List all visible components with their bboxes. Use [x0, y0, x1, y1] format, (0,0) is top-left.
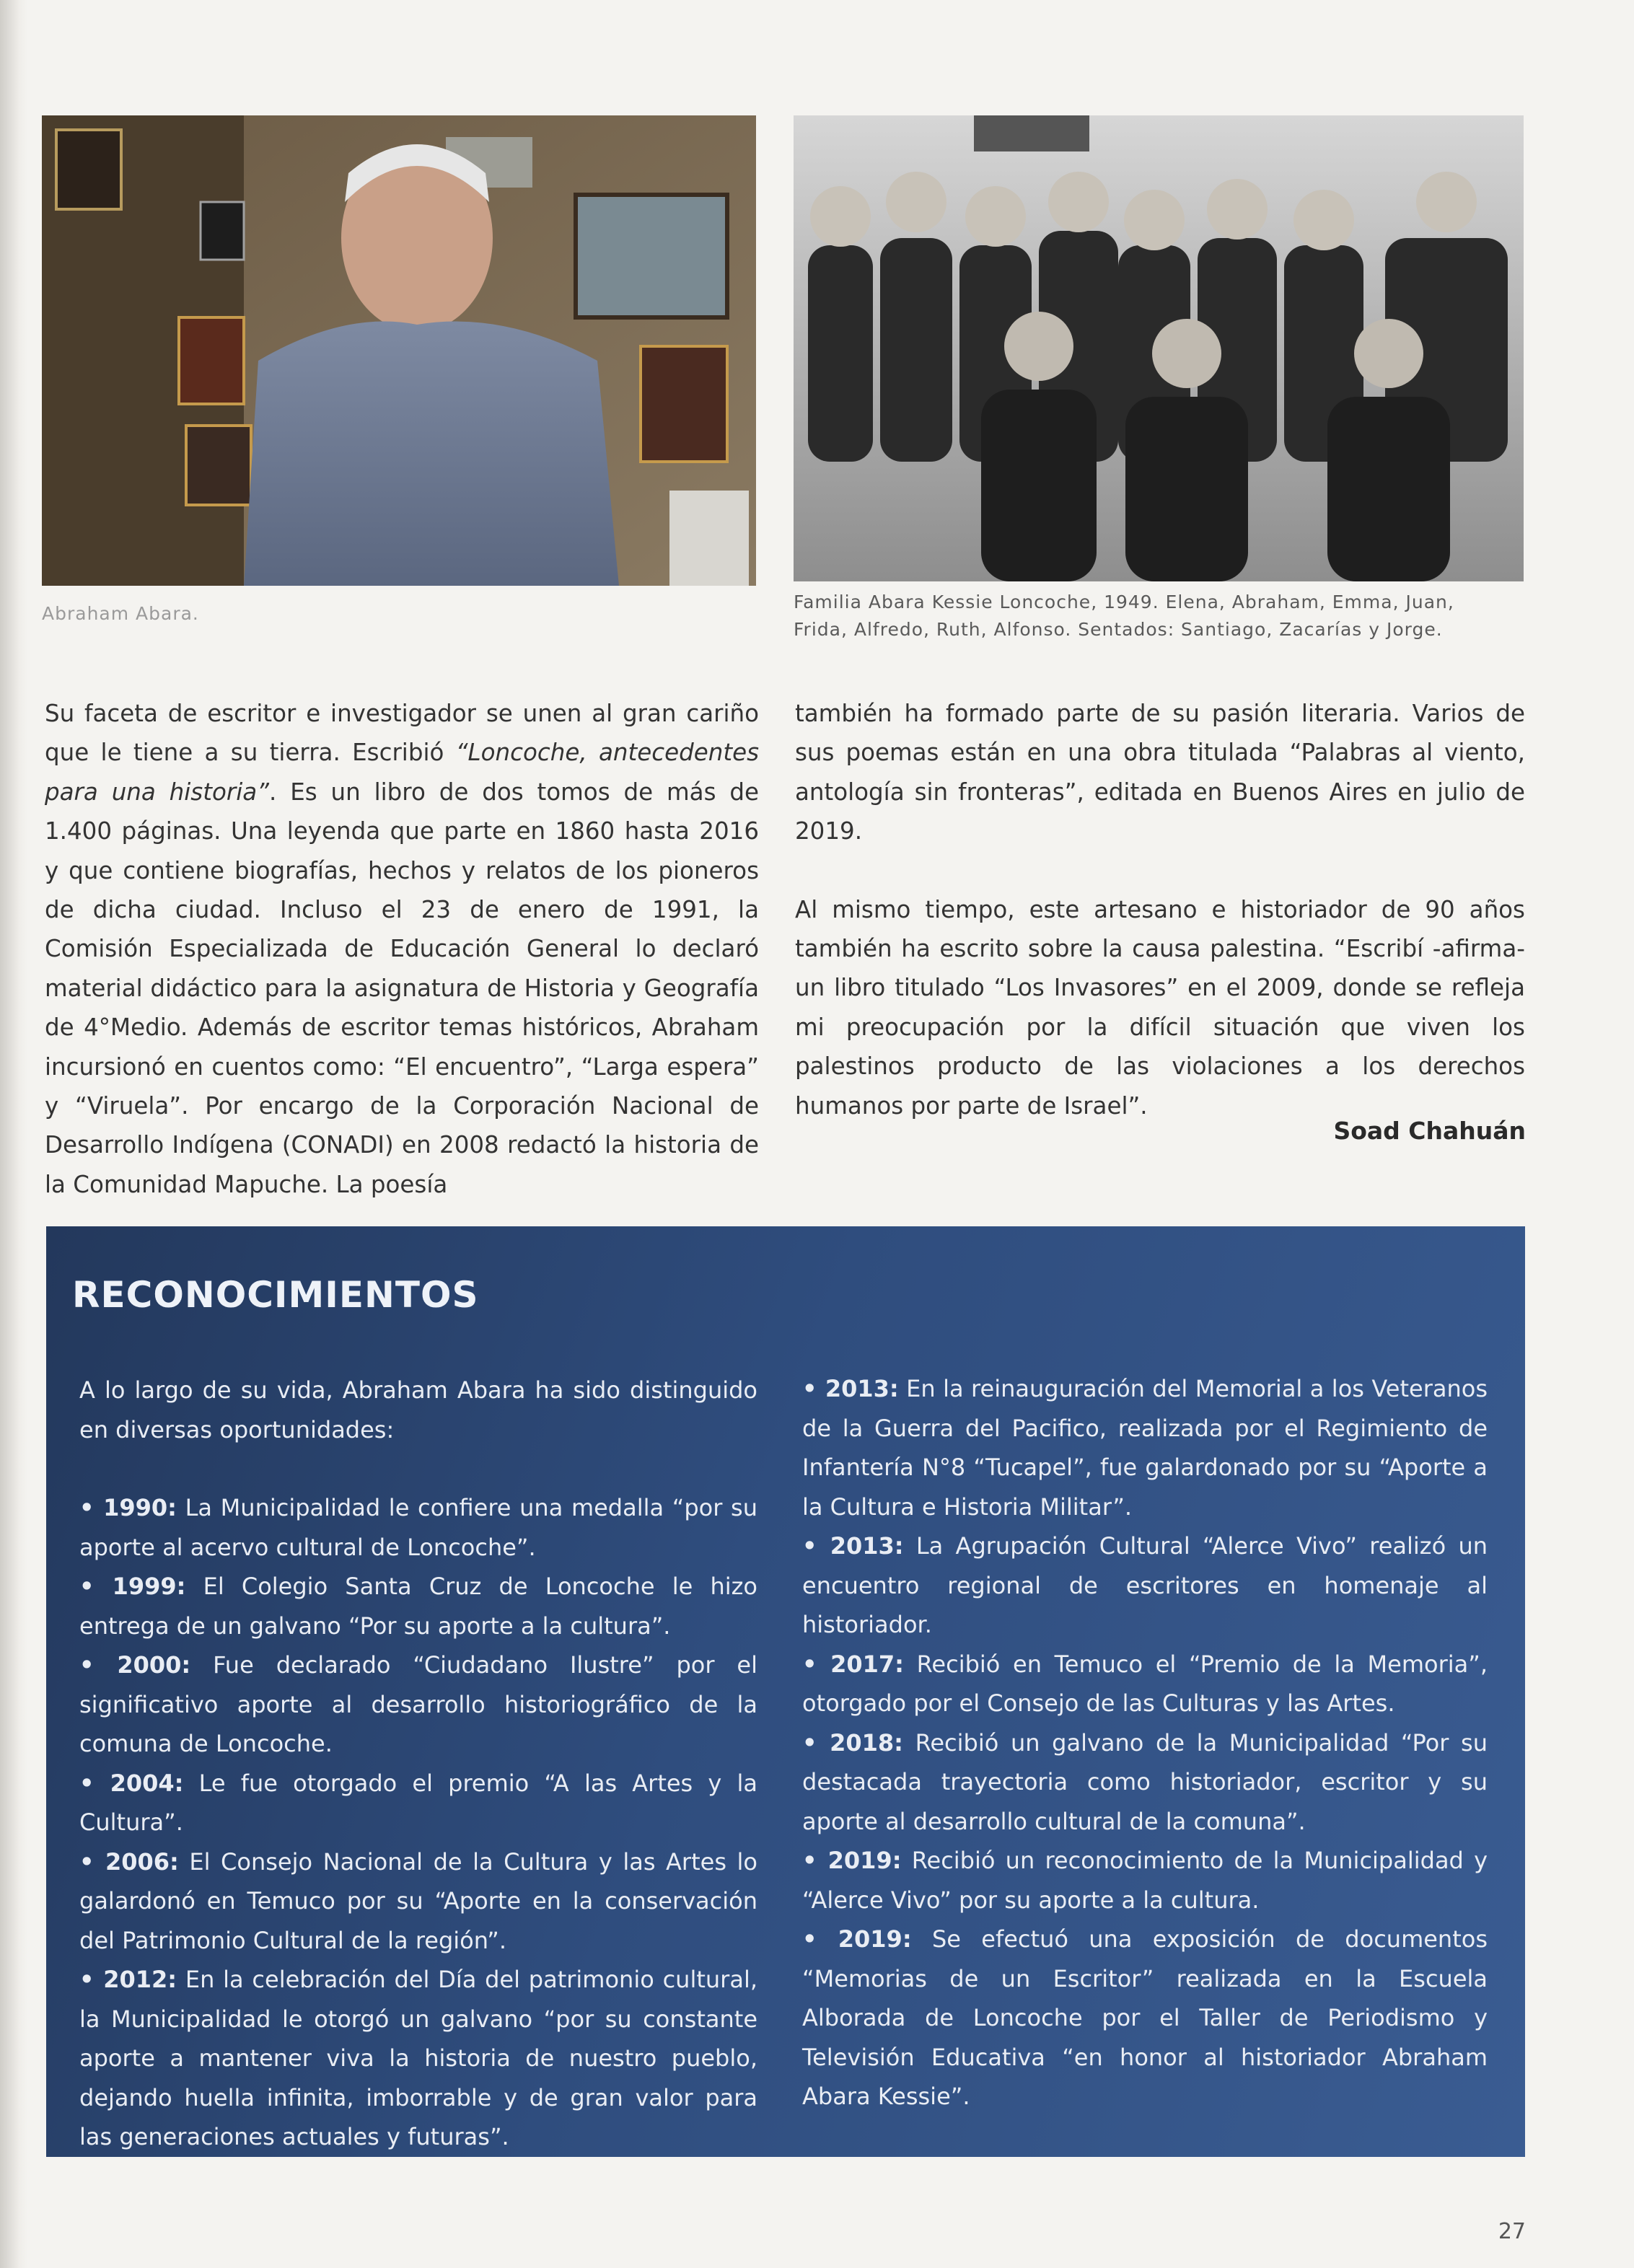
award-text: Le fue otorgado el premio “A las Artes y la Cultura”.: [79, 1769, 758, 1836]
reconocimientos-column-right: [802, 1369, 1488, 2117]
award-year: • 1999:: [79, 1573, 186, 1600]
page-number: 27: [1498, 2219, 1526, 2244]
award-item: [802, 1841, 1488, 1920]
award-text: Fue declarado “Ciudadano Ilustre” por el significativo aporte al desarrollo historiográfico de la comuna de Loncoche.: [79, 1651, 758, 1757]
article-author: Soad Chahuán: [1333, 1117, 1526, 1145]
family-photo: [794, 115, 1524, 581]
award-item: [802, 1369, 1488, 1526]
award-text: El Consejo Nacional de la Cultura y las Artes lo galardonó en Temuco por su “Aporte en la conservación del Patrimonio Cultural de la región”.: [79, 1847, 758, 1954]
family-photo-caption: Familia Abara Kessie Loncoche, 1949. Elena, Abraham, Emma, Juan, Frida, Alfredo, Ruth, Alfonso. Sentados: Santiago, Zacarías y Jorge.: [794, 592, 1454, 640]
portrait-caption: Abraham Abara.: [42, 603, 199, 624]
award-item: [79, 1488, 757, 1567]
award-item: [802, 1723, 1488, 1842]
portrait-photo: [42, 115, 756, 586]
reconocimientos-title: RECONOCIMIENTOS: [72, 1274, 479, 1316]
award-item: [802, 1645, 1488, 1723]
award-year: • 2019:: [802, 1925, 912, 1953]
award-item: [79, 1567, 757, 1645]
award-text: El Colegio Santa Cruz de Loncoche le hizo entrega de un galvano “Por su aporte a la cultura”.: [79, 1573, 757, 1640]
award-year: • 2013:: [802, 1532, 904, 1560]
reconocimientos-column-left: [79, 1371, 757, 2157]
article-column-right: [795, 694, 1525, 1125]
page-binding-edge: [0, 0, 27, 2268]
award-year: • 2012:: [79, 1966, 177, 1993]
award-year: • 1990:: [79, 1494, 177, 1521]
award-item: [802, 1920, 1488, 2117]
award-text: Recibió un galvano de la Municipalidad “Por su destacada trayectoria como historiador, escritor y su aporte al desarrollo cultural de la comuna”.: [802, 1728, 1488, 1835]
award-year: • 2013:: [802, 1375, 899, 1402]
award-text: Se efectuó una exposición de documentos “Memorias de un Escritor” realizada en la Escuela Alborada de Loncoche por el Taller de Periodismo y Televisión Educativa “en honor al historiador Abraham Abara Kessie”.: [802, 1925, 1488, 2110]
award-text: En la celebración del Día del patrimonio cultural, la Municipalidad le otorgó un galvano “por su constante aporte a mantener viva la historia de nuestro pueblo, dejando huella infinita, imborrable y de gran valor para las generaciones actuales y futuras”.: [79, 1966, 758, 2150]
award-text: Recibió un reconocimiento de la Municipalidad y “Alerce Vivo” por su aporte a la cultura.: [802, 1847, 1488, 1914]
article-paragraph-3: Al mismo tiempo, este artesano e historiador de 90 años también ha escrito sobre la causa palestina. “Escribí -afirma- un libro titulado “Los Invasores” en el 2009, donde se refleja mi preocupación por la difícil situación que viven los palestinos producto de las violaciones a los derechos humanos por parte de Israel”.: [795, 895, 1525, 1120]
award-item: [79, 1842, 757, 1961]
award-year: • 2000:: [79, 1651, 191, 1679]
book-title: “Loncoche, antecedentes para una historia”: [45, 739, 759, 806]
award-item: [79, 1960, 757, 2157]
award-year: • 2019:: [802, 1847, 902, 1874]
article-text: . Es un libro de dos tomos de más de 1.400 páginas. Una leyenda que parte en 1860 hasta 2016 y que contiene biografías, hechos y relatos de los pioneros de dicha ciudad. Incluso el 23 de enero de 1991, la Comisión Especializada de Educación General lo declaró material didáctico para la asignatura de Historia y Geografía de 4°Medio. Además de escritor temas históricos, Abraham incursionó en cuentos como: “El encuentro”, “Larga espera” y “Viruela”. Por encargo de la Corporación Nacional de Desarrollo Indígena (CONADI) en 2008 redactó la historia de la Comunidad Mapuche. La poesía: [45, 778, 759, 1198]
award-text: La Municipalidad le confiere una medalla “por su aporte al acervo cultural de Loncoche”.: [79, 1494, 758, 1561]
award-year: • 2004:: [79, 1769, 184, 1797]
award-year: • 2018:: [802, 1728, 903, 1757]
award-text: La Agrupación Cultural “Alerce Vivo” realizó un encuentro regional de escritores en homenaje al historiador.: [802, 1532, 1488, 1638]
award-item: [802, 1526, 1488, 1645]
article-paragraph-2: también ha formado parte de su pasión literaria. Varios de sus poemas están en una obra titulada “Palabras al viento, antología sin fronteras”, editada en Buenos Aires en julio de 2019.: [795, 700, 1525, 845]
reconocimientos-intro: A lo largo de su vida, Abraham Abara ha sido distinguido en diversas oportunidades:: [79, 1376, 757, 1443]
award-item: [79, 1645, 757, 1764]
award-item: [79, 1764, 757, 1842]
award-year: • 2006:: [79, 1847, 179, 1876]
award-text: En la reinauguración del Memorial a los Veteranos de la Guerra del Pacifico, realizada por el Regimiento de Infantería N°8 “Tucapel”, fue galardonado por su “Aporte a la Cultura e Historia Militar”.: [802, 1375, 1488, 1521]
award-year: • 2017:: [802, 1650, 904, 1678]
award-text: Recibió en Temuco el “Premio de la Memoria”, otorgado por el Consejo de las Culturas y las Artes.: [802, 1650, 1488, 1717]
article-column-left: [45, 694, 759, 1204]
article-paragraph-1: [45, 694, 759, 1204]
article-text: Su faceta de escritor e investigador se unen al gran cariño que le tiene a su tierra. Escribió: [45, 700, 759, 767]
